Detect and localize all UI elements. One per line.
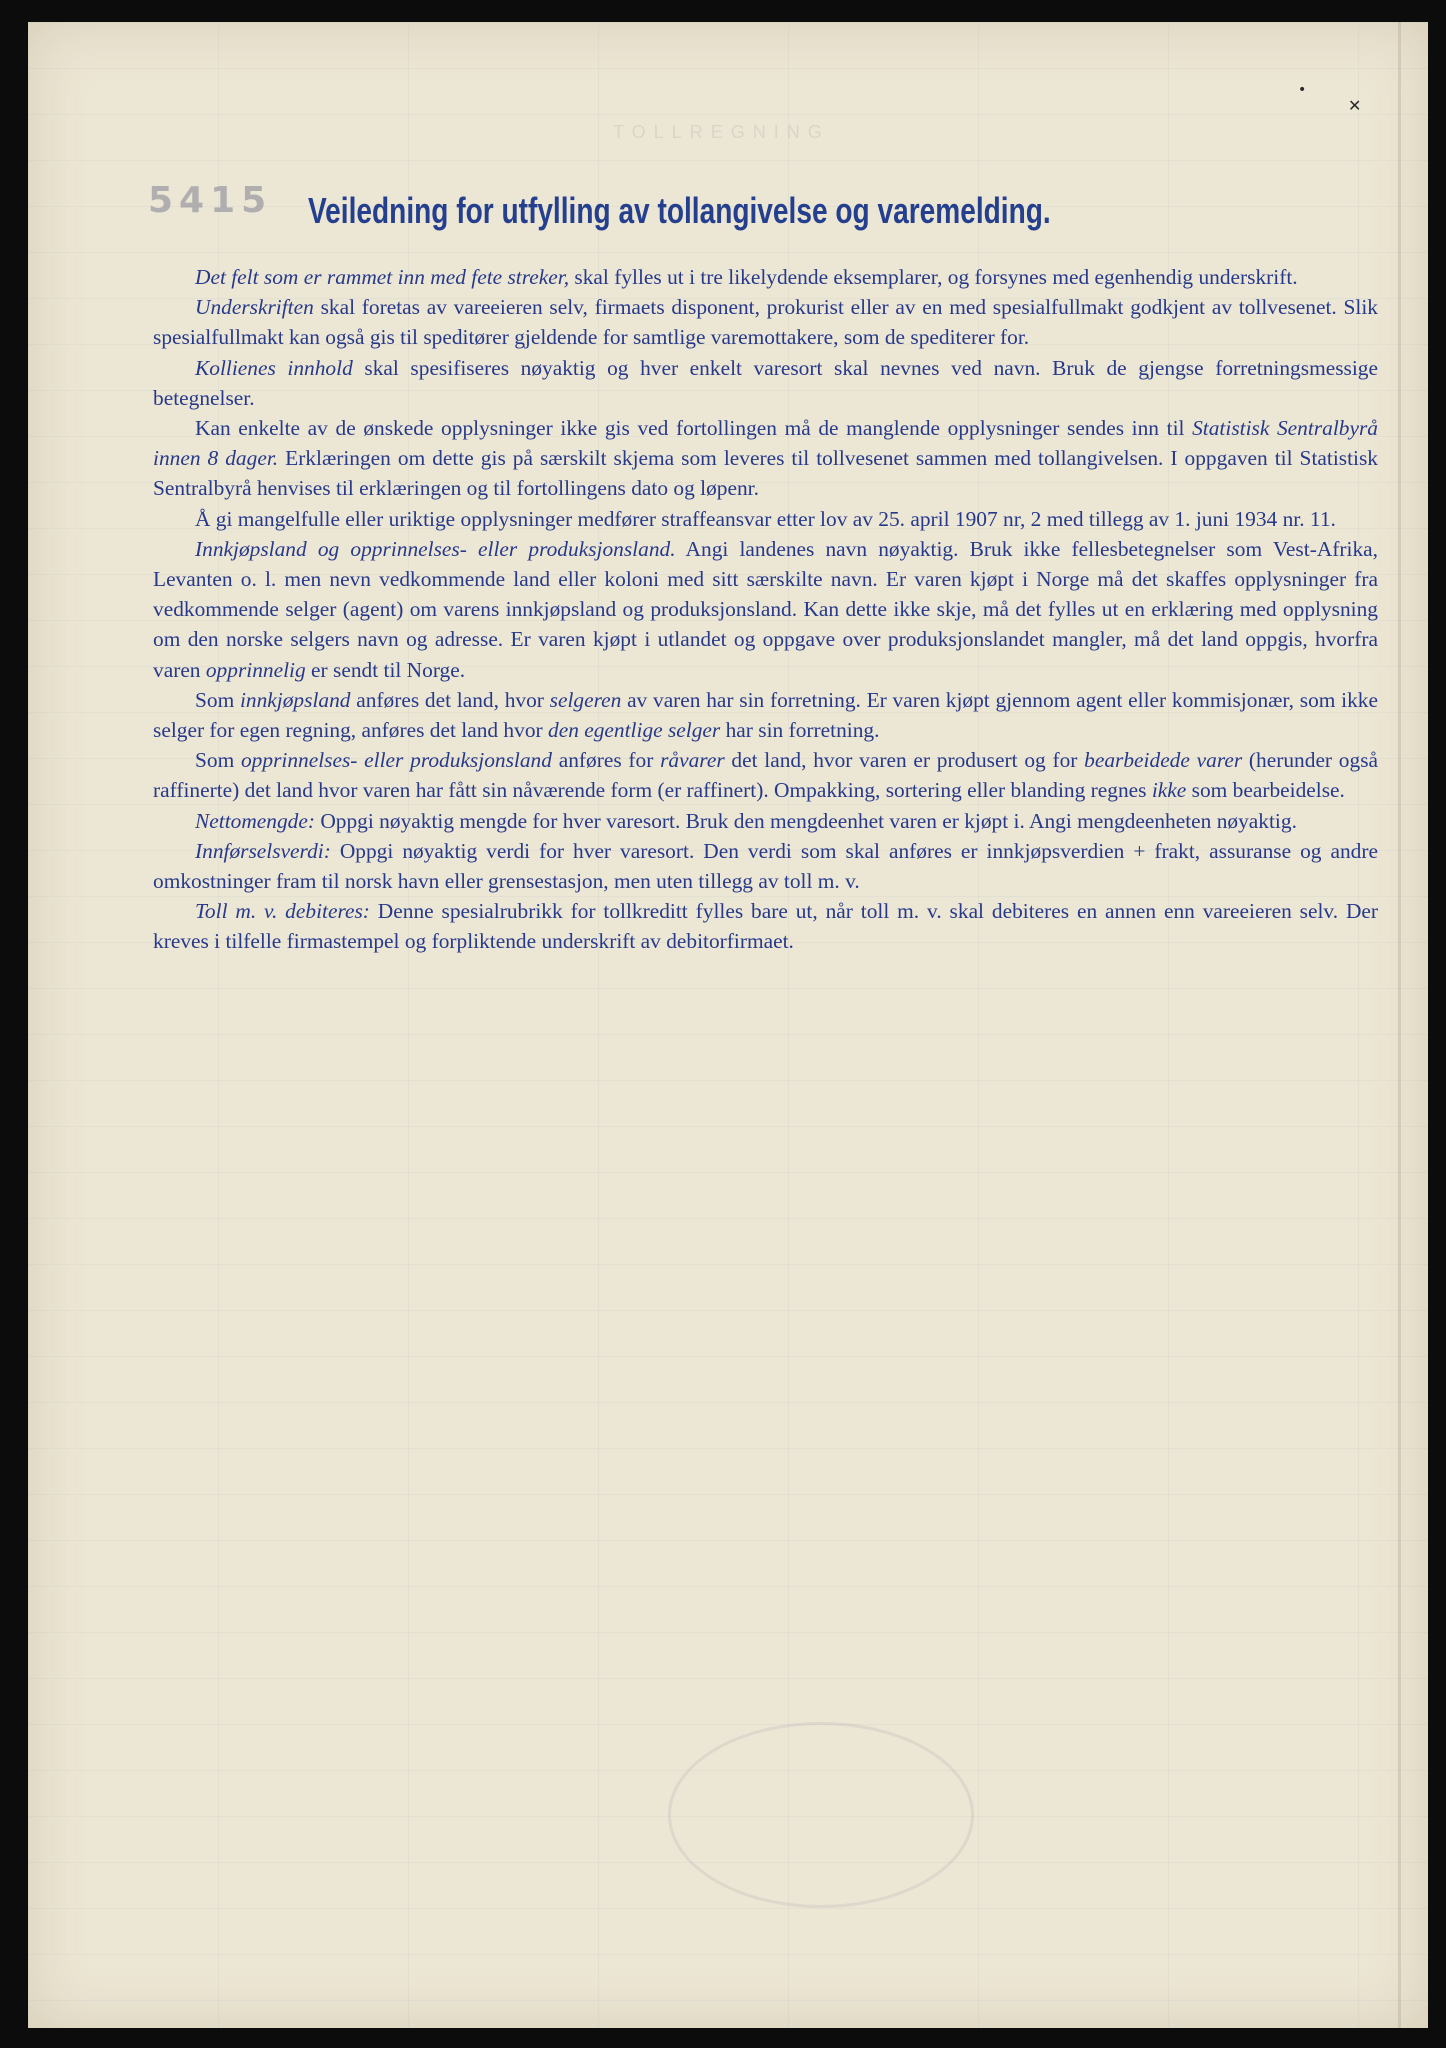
paragraph-origin-country: Som opprinnelses- eller produksjonsland anføres for råvarer det land, hvor varen er produsert og for bearbeidede varer (herunder også raffinerte) det land hvor varen har fått sin nåværende form (er raffinert). Ompakking, sortering eller blanding regnes ikke som bearbeidelse. [153, 748, 1379, 803]
margin-mark: • [1298, 82, 1307, 98]
page-title: Veiledning for utfylling av tollangivelse og varemelding. [308, 190, 1051, 231]
paragraph-import-value: Innførselsverdi: Oppgi nøyaktig verdi for hver varesort. Den verdi som skal anføres er innkjøpsverdien + frakt, assuranse og andre omkostninger fram til norsk havn eller grensestasjon, men uten tillegg av toll m. v. [153, 838, 1378, 894]
document-page [28, 22, 1428, 2028]
instruction-text [153, 262, 1378, 957]
paragraph-signature: Underskriften skal foretas av vareeieren selv, firmaets disponent, prokurist eller av en med spesialfullmakt godkjent av tollvesenet. Slik spesialfullmakt kan også gis til speditører gjeldende for samtlige varemottakere, som de spediterer for. [153, 295, 1378, 350]
paragraph-countries: Innkjøpsland og opprinnelses- eller produksjonsland. Angi landenes navn nøyaktig. Bruk ikke fellesbetegnelser som Vest-Afrika, Levanten o. l. men nevn vedkommende land eller koloni med sitt særskilte navn. Er varen kjøpt i Norge må det skaffes opplysninger fra vedkommende selger (agent) om varens innkjøpsland og produksjonsland. Kan dette ikke skje, må det fylles ut en erklæring med opplysning om den norske selgers navn og adresse. Er varen kjøpt i utlandet og oppgave over produksjonslandet mangler, må det land oppgis, hvorfra varen opprinnelig er sendt til Norge. [153, 536, 1378, 682]
paragraph-package-contents: Kollienes innhold skal spesifiseres nøyaktig og hver enkelt varesort skal nevnes ved navn. Bruk de gjengse forretningsmessige betegnelser. [153, 355, 1378, 410]
paragraph-missing-info: Kan enkelte av de ønskede opplysninger ikke gis ved fortollingen må de manglende opplysninger sendes inn til Statistisk Sentralbyrå innen 8 dager. Erklæringen om dette gis på særskilt skjema som leveres til tollvesenet sammen med tollangivelsen. I oppgaven til Statistisk Sentralbyrå henvises til erklæringen og til fortollingens dato og løpenr. [153, 416, 1378, 501]
paragraph-penalty: Å gi mangelfulle eller uriktige opplysninger medfører straffeansvar etter lov av 25. april 1907 nr, 2 med tillegg av 1. juni 1934 nr. 11. [195, 506, 1336, 531]
bleed-through-seal [668, 1722, 974, 1908]
paragraph-duty-debit: Toll m. v. debiteres: Denne spesialrubrikk for tollkreditt fylles bare ut, når toll m. v. skal debiteres en annen enn vareeieren selv. Der kreves i tilfelle firmastempel og forpliktende underskrift av debitorfirmaet. [153, 899, 1379, 954]
paragraph-purchase-country: Som innkjøpsland anføres det land, hvor selgeren av varen har sin forretning. Er varen kjøpt gjennom agent eller kommisjonær, som ikke selger for egen regning, anføres det land hvor den egentlige selger har sin forretning. [153, 687, 1378, 743]
margin-mark: ✕ [1348, 96, 1362, 115]
bleed-through-text: TOLLREGNING [613, 122, 830, 142]
document-number-stamp: 5415 [148, 180, 273, 221]
paragraph-fields: Det felt som er rammet inn med fete streker, skal fylles ut i tre likelydende eksemplarer, og forsynes med egenhendig underskrift. [195, 265, 1298, 289]
paragraph-net-quantity: Nettomengde: Oppgi nøyaktig mengde for hver varesort. Bruk den mengdeenhet varen er kjøpt i. Angi mengdeenheten nøyaktig. [195, 808, 1297, 833]
fold-line [1398, 22, 1401, 2028]
